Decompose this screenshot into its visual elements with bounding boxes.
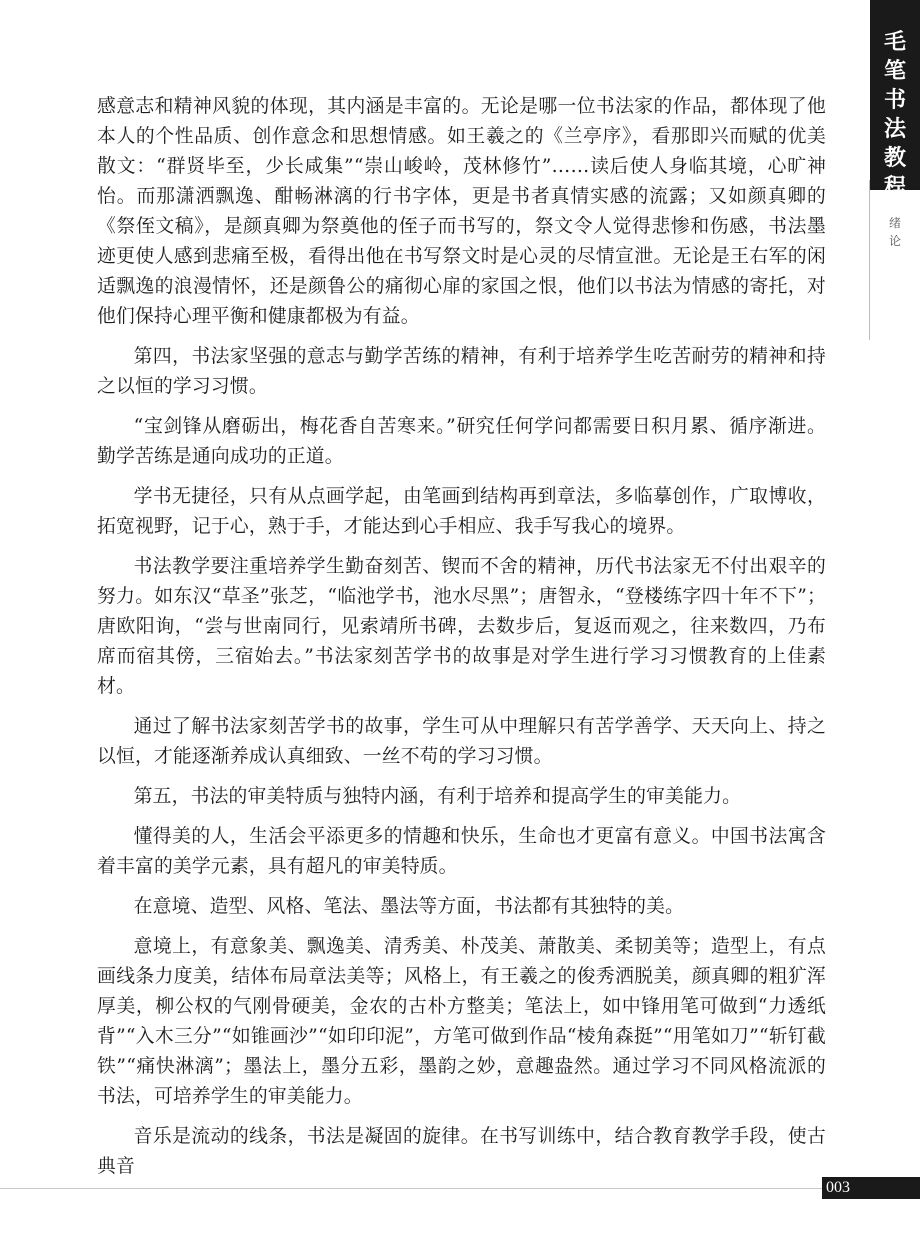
paragraph: 在意境、造型、风格、笔法、墨法等方面，书法都有其独特的美。: [133, 896, 685, 917]
paragraph: “宝剑锋从磨砺出，梅花香自苦寒来。”研究任何学问都需要日积月累、循序渐进。勤学苦练是通向成功的正道。: [97, 416, 826, 467]
paragraph: 感意志和精神风貌的体现，其内涵是丰富的。无论是哪一位书法家的作品，都体现了他本人的个性品质、创作意念和思想情感。如王羲之的《兰亭序》，看那即兴而赋的优美散文：“群贤毕至，少长咸集”“崇山峻岭，茂林修竹”……读后使人身临其境，心旷神怡。而那潇洒飘逸、酣畅淋漓的行书字体，更是书者真情实感的流露；又如颜真卿的《祭侄文稿》，是颜真卿为祭奠他的侄子而书写的，祭文令人觉得悲惨和伤感，书法墨迹更使人感到悲痛至极，看得出他在书写祭文时是心灵的尽情宣泄。无论是王右军的闲适飘逸的浪漫情怀，还是颜鲁公的痛彻心扉的家国之恨，他们以书法为情感的寄托，对他们保持心理平衡和健康都极为有益。: [97, 96, 826, 327]
paragraph: 书法教学要注重培养学生勤奋刻苦、锲而不舍的精神，历代书法家无不付出艰辛的努力。如东汉“草圣”张芝，“临池学书，池水尽黑”；唐智永，“登楼练字四十年不下”；唐欧阳询，“尝与世南同行，见索靖所书碑，去数步后，复返而观之，往来数四，乃布席而宿其傍，三宿始去。”书法家刻苦学书的故事是对学生进行学习习惯教育的上佳素材。: [97, 556, 826, 697]
page-number: 003: [822, 1177, 920, 1199]
footer-rule: [0, 1188, 822, 1189]
side-divider: [869, 180, 870, 340]
chapter-label: 绪 论: [888, 216, 901, 248]
paragraph: 学书无捷径，只有从点画学起，由笔画到结构再到章法，多临摹创作，广取博收，拓宽视野，记于心，熟于手，才能达到心手相应、我手写我心的境界。: [97, 486, 826, 537]
paragraph: 第四，书法家坚强的意志与勤学苦练的精神，有利于培养学生吃苦耐劳的精神和持之以恒的学习习惯。: [97, 346, 826, 397]
paragraph: 第五，书法的审美特质与独特内涵，有利于培养和提高学生的审美能力。: [133, 786, 742, 807]
book-title-tab: [870, 0, 920, 200]
paragraph: 意境上，有意象美、飘逸美、清秀美、朴茂美、萧散美、柔韧美等；造型上，有点画线条力度美，结体布局章法美等；风格上，有王羲之的俊秀洒脱美，颜真卿的粗犷浑厚美，柳公权的气刚骨硬美，金农的古朴方整美；笔法上，如中锋用笔可做到“力透纸背”“入木三分”“如锥画沙”“如印印泥”，方笔可做到作品“棱角森挺”“用笔如刀”“斩钉截铁”“痛快淋漓”；墨法上，墨分五彩，墨韵之妙，意趣盎然。通过学习不同风格流派的书法，可培养学生的审美能力。: [97, 936, 826, 1107]
paragraph: 通过了解书法家刻苦学书的故事，学生可从中理解只有苦学善学、天天向上、持之以恒，才能逐渐养成认真细致、一丝不苟的学习习惯。: [97, 716, 826, 767]
paragraph: 懂得美的人，生活会平添更多的情趣和快乐，生命也才更富有意义。中国书法寓含着丰富的美学元素，具有超凡的审美特质。: [97, 826, 826, 877]
book-title: 毛 笔 书 法 教 程: [883, 29, 906, 200]
paragraph: 音乐是流动的线条，书法是凝固的旋律。在书写训练中，结合教育教学手段，使古典音: [97, 1126, 826, 1177]
body-text: [97, 92, 826, 1192]
